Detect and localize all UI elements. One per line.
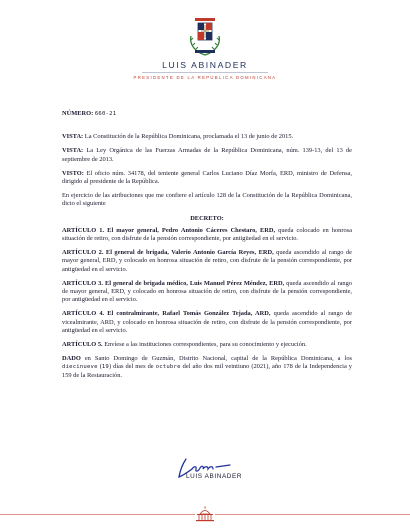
article-subject: El general de brigada, Valerio Antonio García Reyes, ERD, <box>103 249 274 257</box>
president-name: LUIS ABINADER <box>162 60 248 70</box>
vista-label: VISTA: <box>62 147 84 155</box>
preamble: En ejercicio de las atribuciones que me confiere el artículo 128 de la Constitución de la República Dominicana, dicto el siguiente <box>62 192 352 208</box>
article-4 <box>62 310 352 335</box>
article-subject: El mayor general, Pedro Antonio Cáceres Chestaro, ERD, <box>104 226 276 234</box>
dado-paragraph: DADO en Santo Domingo de Guzmán, Distrito Nacional, capital de la República Dominicana, a los diecinueve (19) días del mes de octubre del año dos mil veintiuno (2021), año 178 de la Independencia y 159 de la Restauración. <box>62 355 352 379</box>
decreto-heading: DECRETO: <box>190 214 224 222</box>
national-palace-icon <box>194 506 216 522</box>
article-label: ARTÍCULO 4. <box>62 310 105 318</box>
number-value: 660-21 <box>94 111 117 117</box>
dado-month: octubre <box>155 364 181 371</box>
article-text: Envíese a las instituciones correspondientes, para su conocimiento y ejecución. <box>102 341 307 349</box>
visto-oficio <box>62 170 352 186</box>
dominican-coat-of-arms-icon <box>187 14 223 58</box>
number-label: NÚMERO: <box>62 110 94 117</box>
article-text: queda ascendido al rango de mayor general, ERD, y colocado en honrosa situación de retiro, con disfrute de la pensión correspondiente, por antigüedad en el servicio. <box>62 279 353 304</box>
article-text: queda colocado en honrosa situación de retiro, con disfrute de la pensión correspondiente, por antigüedad en el servicio. <box>62 226 352 243</box>
president-title: PRESIDENTE DE LA REPÚBLICA DOMINICANA <box>133 75 277 80</box>
article-subject: El contralmirante, Rafael Tomás González Tejada, ARD, <box>104 310 271 318</box>
article-text: queda ascendido al rango de vicealmirante, ARD, y colocado en honrosa situación de retiro, con disfrute de la pensión correspondiente, por antigüedad en el servicio. <box>62 310 353 334</box>
dado-text: días del mes de <box>111 363 156 371</box>
dado-text: del año dos mil veintiuno (2021), año 178 de la Independencia y 159 de la Restauración. <box>62 363 352 379</box>
decree-body <box>62 110 352 380</box>
dado-day-words: diecinueve <box>62 364 98 371</box>
article-label: ARTÍCULO 1. <box>62 226 105 234</box>
vista-label: VISTA: <box>62 133 84 141</box>
article-text: queda ascendido al rango de mayor general, ERD, y colocado en honrosa situación de retiro, con disfrute de la pensión correspondiente, por antigüedad en el servicio. <box>62 249 352 273</box>
dado-text: en Santo Domingo de Guzmán, Distrito Nacional, capital de la República Dominicana, a los <box>80 355 352 363</box>
dado-day-number: 19 <box>101 364 109 371</box>
article-1 <box>62 227 352 243</box>
header-divider <box>142 72 268 73</box>
article-label: ARTÍCULO 5. <box>62 341 103 349</box>
dado-label: DADO <box>62 355 81 363</box>
article-subject: El general de brigada médico, Luis Manuel Pérez Méndez, ERD, <box>102 279 285 287</box>
vista-text: La Constitución de la República Dominicana, proclamada el 13 de junio de 2015. <box>83 133 294 141</box>
visto-text: El oficio núm. 34178, del teniente general Carlos Luciano Díaz Morfa, ERD, ministro de Defensa, dirigido al presidente de la República. <box>62 169 352 186</box>
decree-number <box>62 110 352 118</box>
signer-name: LUIS ABINADER <box>186 473 243 480</box>
vista-ley <box>62 147 352 163</box>
vista-text: La Ley Orgánica de las Fuerzas Armadas de la República Dominicana, núm. 139-13, del 13 de septiembre de 2013. <box>62 147 352 163</box>
article-3 <box>62 280 352 305</box>
footer-rule-left <box>0 514 195 515</box>
article-label: ARTÍCULO 2. <box>62 249 104 257</box>
footer-rule-right <box>215 514 410 515</box>
article-2 <box>62 249 352 274</box>
visto-label: VISTO: <box>62 169 84 177</box>
article-5 <box>62 341 352 349</box>
vista-constitution <box>62 133 352 141</box>
article-label: ARTÍCULO 3. <box>62 279 103 287</box>
